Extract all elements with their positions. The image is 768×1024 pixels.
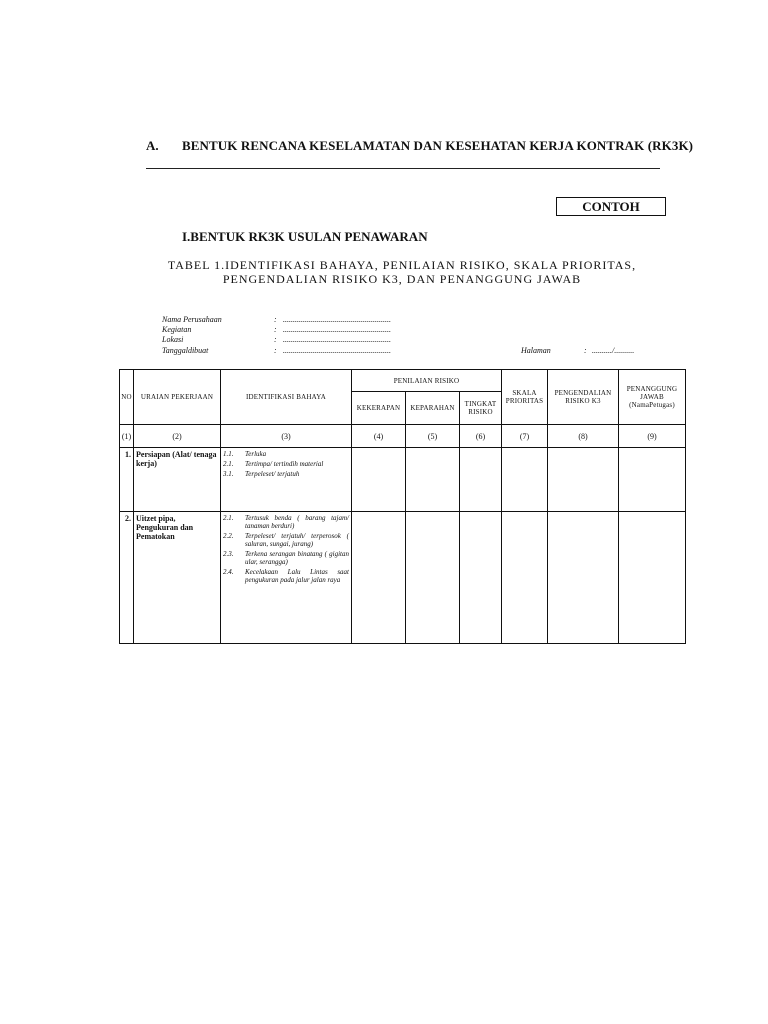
empty-cell xyxy=(548,512,619,644)
title-divider xyxy=(146,168,660,169)
row-hazards xyxy=(221,512,352,644)
hazard-item: 2.4. Kecelakaan Lalu Lintas saat pengukuran pada jalur jalan raya xyxy=(223,568,349,584)
col-number: (5) xyxy=(406,425,460,448)
empty-cell xyxy=(460,448,502,512)
header-keparahan: KEPARAHAN xyxy=(406,392,460,425)
table-title-line-2: PENGENDALIAN RISIKO K3, DAN PENANGGUNG JAWAB xyxy=(222,272,582,286)
table-row xyxy=(120,448,686,512)
col-number: (6) xyxy=(460,425,502,448)
empty-cell xyxy=(352,448,406,512)
row-kegiatan: Persiapan (Alat/ tenaga kerja) xyxy=(134,448,221,512)
header-no: NO xyxy=(120,370,134,425)
col-number: (7) xyxy=(502,425,548,448)
hazard-item: 2.3. Terkena serangan binatang ( gigitan ular, serangga) xyxy=(223,550,349,566)
meta-label-tanggal: Tanggaldibuat xyxy=(162,346,209,355)
col-number: (9) xyxy=(619,425,686,448)
col-number: (1) xyxy=(120,425,134,448)
halaman-value: ........../.......... xyxy=(592,346,635,355)
hazard-item: 2.1. Tertusuk benda ( barang tajam/ tanaman berduri) xyxy=(223,514,349,530)
header-kekerapan: KEKERAPAN xyxy=(352,392,406,425)
header-pengendalian: PENGENDALIAN RISIKO K3 xyxy=(548,370,619,425)
meta-label-lokasi: Lokasi xyxy=(162,335,184,344)
row-number: 1. xyxy=(120,448,134,512)
row-hazards xyxy=(221,448,352,512)
header-identifikasi: IDENTIFIKASI BAHAYA xyxy=(221,370,352,425)
header-skala: SKALA PRIORITAS xyxy=(502,370,548,425)
meta-value-tanggal: ...................................................... xyxy=(283,346,391,355)
hazard-item: 2.2. Terpeleset/ terjatuh/ terperosok ( saluran, sungai, jurang) xyxy=(223,532,349,548)
header-penilaian: PENILAIAN RISIKO xyxy=(352,370,502,392)
meta-label-nama-perusahaan: Nama Perusahaan xyxy=(162,315,222,324)
meta-colon: : xyxy=(274,346,277,355)
header-uraian: URAIAN PEKERJAAN xyxy=(134,370,221,425)
empty-cell xyxy=(406,512,460,644)
empty-cell xyxy=(619,512,686,644)
meta-value-nama-perusahaan: ...................................................... xyxy=(283,315,391,324)
subtitle: I.BENTUK RK3K USULAN PENAWARAN xyxy=(182,229,428,244)
hazard-item: 2.1. Tertimpa/ tertindih material xyxy=(223,460,324,468)
empty-cell xyxy=(352,512,406,644)
contoh-badge: CONTOH xyxy=(556,197,666,216)
table-row xyxy=(120,512,686,644)
meta-colon: : xyxy=(274,315,277,324)
header-tingkat: TINGKAT RISIKO xyxy=(460,392,502,425)
section-title: BENTUK RENCANA KESELAMATAN DAN KESEHATAN KERJA KONTRAK (RK3K) xyxy=(182,138,694,153)
empty-cell xyxy=(548,448,619,512)
halaman-label: Halaman xyxy=(521,346,551,355)
empty-cell xyxy=(502,512,548,644)
empty-cell xyxy=(619,448,686,512)
halaman-colon: : xyxy=(584,346,587,355)
meta-label-kegiatan: Kegiatan xyxy=(162,325,192,334)
hazard-item: 3.1. Terpeleset/ terjatuh xyxy=(223,470,300,478)
header-penanggung-label: PENANGGUNG JAWAB xyxy=(626,385,678,401)
col-number: (4) xyxy=(352,425,406,448)
meta-value-kegiatan: ...................................................... xyxy=(283,325,391,334)
empty-cell xyxy=(406,448,460,512)
empty-cell xyxy=(460,512,502,644)
row-kegiatan: Uitzet pipa, Pengukuran dan Pematokan xyxy=(134,512,221,644)
header-penanggung xyxy=(619,370,686,425)
col-number: (3) xyxy=(221,425,352,448)
table-title xyxy=(150,258,654,286)
table-title-line-1: TABEL 1.IDENTIFIKASI BAHAYA, PENILAIAN RISIKO, SKALA PRIORITAS, xyxy=(167,258,637,272)
col-number: (2) xyxy=(134,425,221,448)
meta-colon: : xyxy=(274,335,277,344)
section-letter: A. xyxy=(146,138,159,153)
meta-value-lokasi: ...................................................... xyxy=(283,335,391,344)
col-number: (8) xyxy=(548,425,619,448)
hazard-item: 1.1. Terluka xyxy=(223,450,267,458)
header-penanggung-sub: (NamaPetugas) xyxy=(629,401,675,409)
empty-cell xyxy=(502,448,548,512)
rk3k-table xyxy=(119,369,686,644)
row-number: 2. xyxy=(120,512,134,644)
meta-colon: : xyxy=(274,325,277,334)
